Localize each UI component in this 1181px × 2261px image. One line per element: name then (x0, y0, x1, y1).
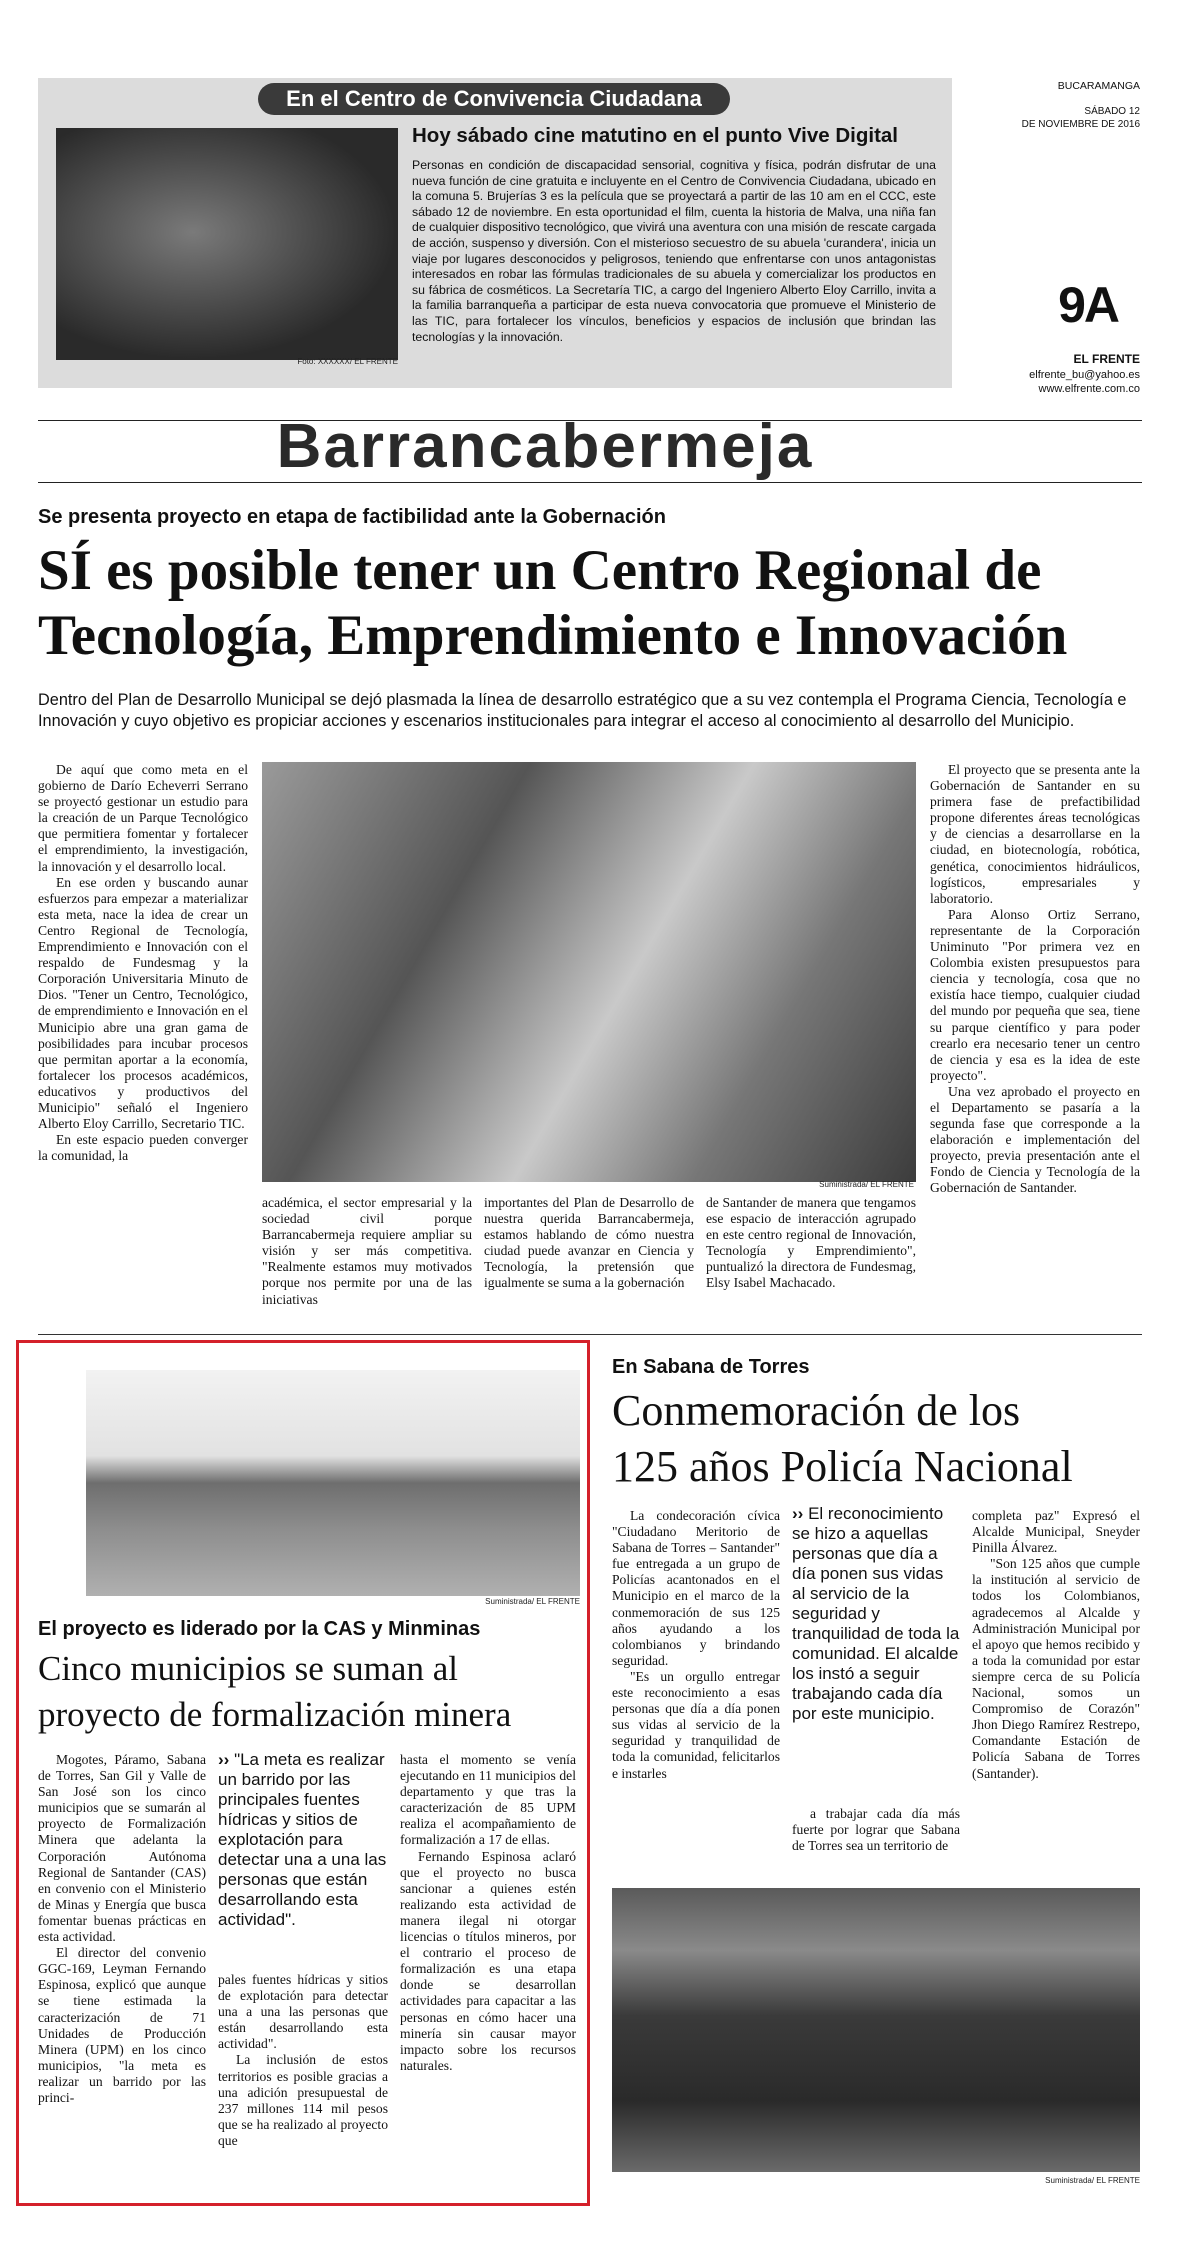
mining-headline-line2: proyecto de formalización minera (38, 1695, 512, 1734)
paper-name: EL FRENTE (1073, 352, 1140, 366)
main-column-3 (484, 1195, 694, 1292)
paragraph: La condecoración cívica "Ciudadano Meritorio de Sabana de Torres – Santander" fue entregada a un grupo de Policías acantonados en el Municipio en el marco de la conmemoración de sus 125 años ayudando a los colombianos y brindando seguridad. (612, 1508, 780, 1668)
main-column-4 (706, 1195, 916, 1292)
article-divider (38, 1334, 1142, 1335)
photo-credit: Suministrada/ EL FRENTE (485, 1597, 580, 1606)
police-headline-line1: Conmemoración de los (612, 1386, 1021, 1435)
paragraph: pales fuentes hídricas y sitios de explotación para detectar una a una las personas que están desarrollando esta actividad". (218, 1972, 388, 2052)
pull-quote-text: "La meta es realizar un barrido por las principales fuentes hídricas y sitios de explotación para detectar una a una las personas que están desarrollando esta actividad". (218, 1750, 387, 1929)
website-link[interactable]: www.elfrente.com.co (1038, 383, 1140, 395)
paragraph: académica, el sector empresarial y la sociedad civil porque Barrancabermeja requiere ampliar su visión y ser más competitiva. "Realmente estamos muy motivados porque nos permite por una de las iniciativas (262, 1195, 472, 1307)
top-box-kicker: En el Centro de Convivencia Ciudadana (258, 83, 730, 115)
date-line2: DE NOVIEMBRE DE 2016 (1021, 119, 1140, 130)
police-group-photo (612, 1888, 1140, 2172)
paragraph: "Es un orgullo entregar este reconocimiento a esas personas que día a día ponen sus vidas al servicio de la seguridad y tranquilidad de toda la comunidad, felicitarlos e instarles (612, 1668, 780, 1781)
paragraph: En ese orden y buscando aunar esfuerzos para empezar a materializar esta meta, nace la idea de crear un Centro Regional de Tecnología, Emprendimiento e Innovación con el respaldo de Fundesmag y la Corporación Universitaria Minuto de Dios. "Tener un Centro, Tecnológico, de emprendimiento e Innovación en el Municipio abre una gran gama de posibilidades para incubar procesos que permitan aportar a la economía, fortalecer los procesos académicos, educativos y productivos del Municipio" señaló el Ingeniero Alberto Eloy Carrillo, Secretario TIC. (38, 874, 248, 1132)
mining-pull-quote (218, 1750, 388, 1930)
police-kicker: En Sabana de Torres (612, 1356, 810, 1378)
lab-photo (262, 762, 916, 1182)
main-headline-line1: SÍ es posible tener un Centro Regional de (38, 539, 1042, 602)
main-column-1 (38, 762, 248, 1164)
paragraph: El proyecto que se presenta ante la Gobernación de Santander en su primera fase de prefactibilidad propone diferentes áreas tecnológicas y de ciencias a desarrollarse en la ciudad, en biotecnología, robótica, genética, conocimientos hidráulicos, logísticos, empresariales y laboratorio. (930, 762, 1140, 906)
photo-credit: Suministrada/ EL FRENTE (819, 1180, 914, 1189)
paragraph: importantes del Plan de Desarrollo de nuestra querida Barrancabermeja, estamos hablando de cómo nuestra ciudad puede avanzar en Ciencia y Tecnología, la pretensión que igualmente se suma a la gobernación (484, 1195, 694, 1291)
main-column-2 (262, 1195, 472, 1308)
police-column-2 (792, 1806, 960, 1854)
section-banner-rule-bottom (38, 482, 1142, 483)
main-lead: Dentro del Plan de Desarrollo Municipal se dejó plasmada la línea de desarrollo estratégico que a su vez contempla el Programa Ciencia, Tecnología e Innovación y cuyo objetivo es propiciar acciones y escenarios institucionales para integrar el acceso al conocimiento al desarrollo del Municipio. (38, 691, 1127, 730)
police-headline-line2: 125 años Policía Nacional (612, 1442, 1073, 1491)
main-kicker: Se presenta proyecto en etapa de factibilidad ante la Gobernación (38, 506, 666, 528)
photo-credit: Foto: XXXXXX/ EL FRENTE (297, 357, 398, 366)
quote-marker-icon: ›› (218, 1750, 230, 1769)
city-label: BUCARAMANGA (1057, 80, 1140, 92)
top-box-body: Personas en condición de discapacidad sensorial, cognitiva y física, podrán disfrutar de una nueva función de cine gratuita e incluyente en el Centro de Convivencia Ciudadana, ubicado en la comuna 5. Brujerías 3 es la película que se proyectará a partir de las 10 am en el CCC, este sábado 12 de noviembre. En esta oportunidad el film, cuenta la historia de Malva, una niña fan de cualquier dispositivo tecnológico, que vivirá una aventura con una misión de rescate cargada de acción, suspenso y diversión. Con el misterioso secuestro de su abuela 'curandera', inicia un viaje por lugares desconocidos y peligrosos, teniendo que enfrentarse con unos antagonistas interesados en robar las fórmulas tradicionales de su abuela y comercializar los productos en su fábrica de cosméticos. La Secretaría TIC, a cargo del Ingeniero Alberto Eloy Carrillo, invita a la familia barranqueña a participar de esta nueva convocatoria que promueve el Ministerio de las TIC, para fortalecer los vínculos, beneficios y espacios de inclusión que brindan las tecnologías y la innovación. (412, 158, 936, 344)
photo-credit: Suministrada/ EL FRENTE (1045, 2176, 1140, 2185)
police-column-1 (612, 1508, 780, 1782)
paragraph: Una vez aprobado el proyecto en el Departamento se pasaría a la segunda fase que corresponde a la elaboración e implementación del proyecto, previa presentación ante el Fondo de Ciencia y Tecnología de la Gobernación de Santander. (930, 1083, 1140, 1196)
mining-headline-line1: Cinco municipios se suman al (38, 1649, 458, 1688)
mining-group-photo (86, 1370, 580, 1596)
paragraph: a trabajar cada día más fuerte por lograr que Sabana de Torres sea un territorio de (792, 1806, 960, 1854)
contact-email: elfrente_bu@yahoo.es (1029, 369, 1140, 381)
mining-column-3 (400, 1752, 576, 2074)
paragraph: completa paz" Expresó el Alcalde Municipal, Sneyder Pinilla Álvarez. (972, 1508, 1140, 1556)
pull-quote-text: El reconocimiento se hizo a aquellas personas que día a día ponen sus vidas al servicio de la seguridad y tranquilidad de toda la comunidad. El alcalde los instó a seguir trabajando cada día por este municipio. (792, 1504, 960, 1723)
quote-marker-icon: ›› (792, 1504, 804, 1523)
paragraph: La inclusión de estos territorios es posible gracias a una adición presupuestal de 237 millones 114 mil pesos que se ha realizado al proyecto que (218, 2052, 388, 2148)
paragraph: "Son 125 años que cumple la institución al servicio de todos los Colombianos, agradecemos al Alcalde y Administración Municipal por el apoyo que hemos recibido y a toda la comunidad por estar siempre cerca de su Policía Nacional, somos un Compromiso de Corazón" Jhon Diego Ramírez Restrepo, Comandante Estación de Policía Sabana de Torres (Santander). (972, 1556, 1140, 1781)
section-title: Barrancabermeja (276, 412, 814, 481)
mining-column-2 (218, 1972, 388, 2149)
main-column-5 (930, 762, 1140, 1197)
paragraph: de Santander de manera que tengamos ese espacio de interacción agrupado en este centro regional de Innovación, Tecnología y Emprendimiento", puntualizó la directora de Fundesmag, Elsy Isabel Machacado. (706, 1195, 916, 1291)
paragraph: En este espacio pueden converger la comunidad, la (38, 1132, 248, 1164)
paragraph: Para Alonso Ortiz Serrano, representante de la Corporación Uniminuto "Por primera vez en Colombia existen presupuestos para ciencia y tecnología, cosa que no existía hace tiempo, cualquier ciudad del mundo por pequeña que sea, tiene su parque científico y para poder crearlo era necesario tener un centro de ciencia y esa es la idea de este proyecto". (930, 906, 1140, 1083)
cinema-photo (56, 128, 398, 360)
police-pull-quote (792, 1504, 960, 1724)
mining-kicker: El proyecto es liderado por la CAS y Minminas (38, 1618, 481, 1640)
top-box-title: Hoy sábado cine matutino en el punto Vive Digital (412, 124, 899, 147)
main-headline-line2: Tecnología, Emprendimiento e Innovación (38, 604, 1068, 667)
paragraph: El director del convenio GGC-169, Leyman Fernando Espinosa, explicó que aunque se tiene estimada la caracterización de 71 Unidades de Producción Minera (UPM) en los cinco municipios, "la meta es realizar un barrido por las princi- (38, 1945, 206, 2105)
page-number: 9A (1058, 277, 1118, 333)
paragraph: hasta el momento se venía ejecutando en 11 municipios del departamento y que tras la caracterización de 85 UPM realiza el acompañamiento de formalización a 17 de ellas. (400, 1752, 576, 1848)
police-column-3 (972, 1508, 1140, 1782)
date-line1: SÁBADO 12 (1084, 106, 1140, 117)
mining-column-1 (38, 1752, 206, 2106)
paragraph: Fernando Espinosa aclaró que el proyecto no busca sancionar a quienes estén realizando esta actividad de manera ilegal ni otorgar licencias o títulos mineros, por el contrario el proceso de formalización es una etapa donde se desarrollan actividades para capacitar a las personas en cómo hacer una minería sin causar mayor impacto sobre los recursos naturales. (400, 1848, 576, 2073)
paragraph: Mogotes, Páramo, Sabana de Torres, San Gil y Valle de San José son los cinco municipios que se sumarán al proyecto de Formalización Minera que adelanta la Corporación Autónoma Regional de Santander (CAS) en convenio con el Ministerio de Minas y Energía que busca fomentar buenas prácticas en esta actividad. (38, 1752, 206, 1945)
paragraph: De aquí que como meta en el gobierno de Darío Echeverri Serrano se proyectó gestionar un estudio para la creación de un Parque Tecnológico que permitiera fomentar y fortalecer el emprendimiento, la investigación, la innovación y el desarrollo local. (38, 762, 248, 874)
